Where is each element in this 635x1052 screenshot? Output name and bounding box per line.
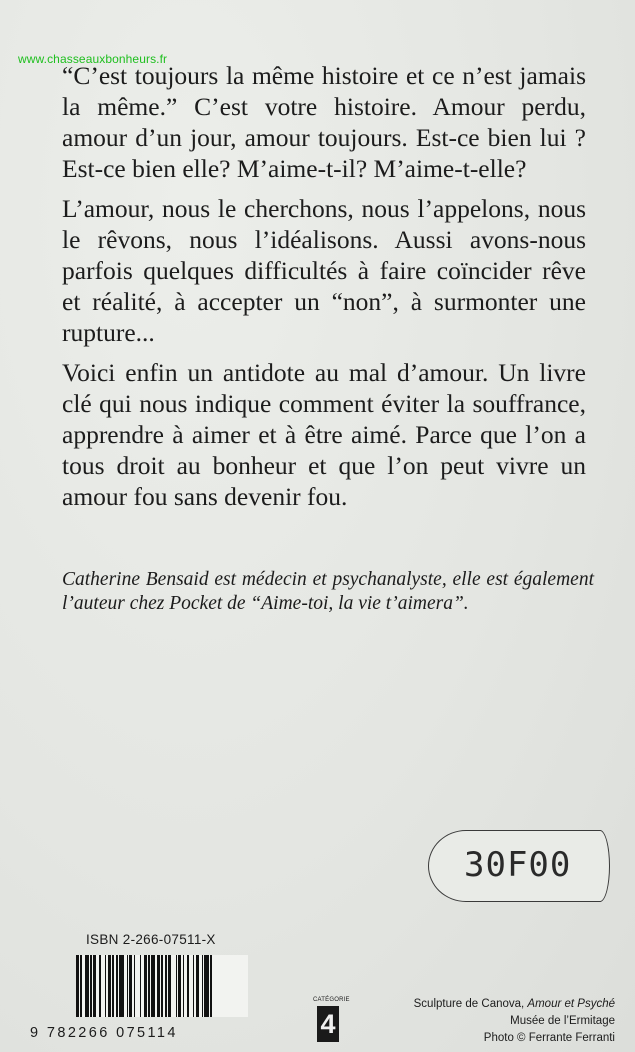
credit-line-sculpture xyxy=(414,996,615,1013)
credit-sculpture-title: Amour et Psyché xyxy=(527,998,615,1010)
website-watermark: www.chasseauxbonheurs.fr xyxy=(18,52,168,66)
blurb-paragraph-3: Voici enfin un antidote au mal d’amour. Un livre clé qui nous indique comment éviter la souffrance, apprendre à aimer et à être aimé. Parce que l’on a tous droit au bonheur et que l’on peut vivre un amour fou sans devenir fou. xyxy=(62,358,586,511)
author-bio: Catherine Bensaid est médecin et psychanalyste, elle est également l’auteur chez Pocket de “Aime-toi, la vie t’aimera”. xyxy=(62,569,594,614)
category-label: CATÉGORIE xyxy=(313,997,350,1003)
credit-line-museum: Musée de l’Ermitage xyxy=(510,1015,615,1027)
price-label: 30F00 xyxy=(464,845,572,885)
blurb-paragraph-1: “C’est toujours la même histoire et ce n’est jamais la même.” C’est votre histoire. Amour perdu, amour d’un jour, amour toujours. Est-ce bien lui ? Est-ce bien elle? M’aime-t-il? M’aime-t-elle? xyxy=(62,61,586,183)
barcode-icon xyxy=(76,955,248,1017)
credit-line-photo: Photo © Ferrante Ferranti xyxy=(483,1032,615,1044)
isbn-label: ISBN 2-266-07511-X xyxy=(86,932,216,947)
category-badge: 4 xyxy=(317,1006,339,1042)
credit-sculpture-prefix: Sculpture de Canova, xyxy=(413,998,528,1010)
photo-credits xyxy=(414,996,615,1047)
back-cover-blurb xyxy=(62,60,586,521)
blurb-paragraph-2: L’amour, nous le cherchons, nous l’appelons, nous le rêvons, nous l’idéalisons. Aussi avons-nous parfois quelques difficultés à faire coïncider rêve et réalité, à accepter un “non”, à surmonter une rupture... xyxy=(62,194,586,347)
barcode-digits: 9 782266 075114 xyxy=(30,1025,178,1041)
